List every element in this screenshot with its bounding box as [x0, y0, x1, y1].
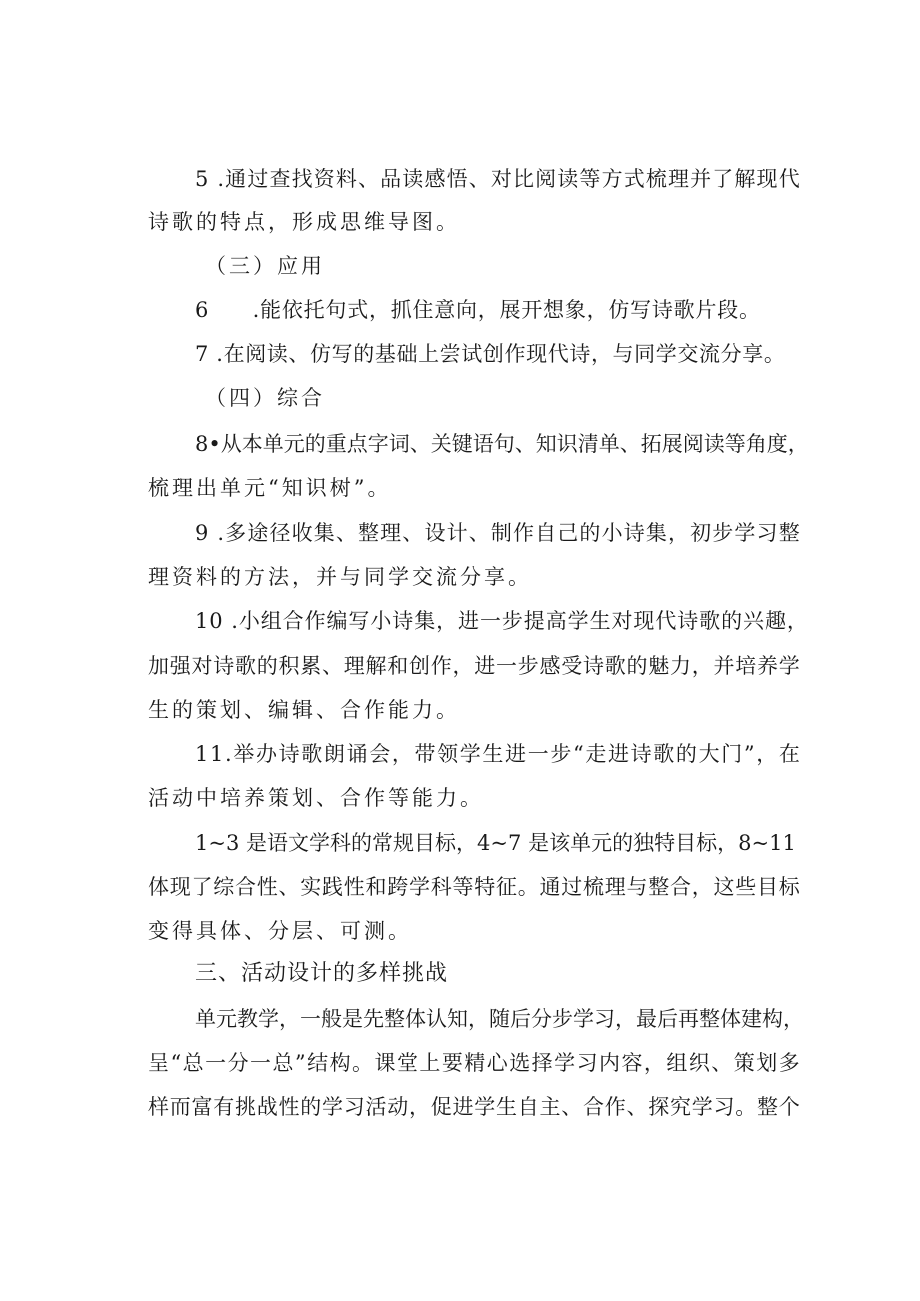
paragraph-10-line-2: 加 强 对 诗 歌 的 积 累 、 理 解 和 创 作 ， 进 一 步 感 受 诗 歌 的 魅 力 ， 并 培 养 学: [148, 654, 800, 678]
paragraph-7: 7 . 在 阅 读 、 仿 写 的 基 础 上 尝 试 创 作 现 代 诗 ， 与 同 学 交 流 分 享 。: [195, 342, 785, 366]
section-heading-synthesis: （四）综合: [205, 386, 325, 410]
paragraph-8-line-2: 梳理出单元“知识树”。: [148, 476, 392, 500]
closing-paragraph-line-1: 单 元 教 学 ， 一 般 是 先 整 体 认 知 ， 随 后 分 步 学 习 ， 最 后 再 整 体 建 构 ，: [195, 1007, 804, 1031]
paragraph-5-line-2: 诗歌的特点，形成思维导图。: [148, 210, 460, 234]
closing-paragraph-line-3: 样 而 富 有 挑 战 性 的 学 习 活 动 ， 促 进 学 生 自 主 、 合 作 、 探 究 学 习 。 整 个: [148, 1095, 800, 1119]
paragraph-11-line-2: 活动中培养策划、合作等能力。: [148, 786, 484, 810]
closing-paragraph-line-2: 呈 “ 总 一 分 一 总 ” 结 构 。 课 堂 上 要 精 心 选 择 学 习 内 容 ， 组 织 、 策 划 多: [148, 1051, 800, 1075]
paragraph-6: 6 . 能 依 托 句 式 ， 抓 住 意 向 ， 展 开 想 象 ， 仿 写 诗 歌 片 段 。: [195, 298, 760, 322]
summary-line-2: 体 现 了 综 合 性 、 实 践 性 和 跨 学 科 等 特 征 。 通 过 梳 理 与 整 合 ， 这 些 目 标: [148, 875, 800, 899]
paragraph-9-line-2: 理资料的方法，并与同学交流分享。: [148, 565, 532, 589]
summary-line-3: 变得具体、分层、可测。: [148, 919, 412, 943]
paragraph-5-line-1: 5 . 通 过 查 找 资 料 、 品 读 感 悟 、 对 比 阅 读 等 方 式 梳 理 并 了 解 现 代: [195, 167, 800, 191]
section-three-heading: 三、活动设计的多样挑战: [195, 961, 449, 986]
paragraph-10-line-3: 生的策划、编辑、合作能力。: [148, 698, 460, 722]
paragraph-10-line-1: 1 0 . 小 组 合 作 编 写 小 诗 集 ， 进 一 步 提 高 学 生 对 现 代 诗 歌 的 兴 趣 ，: [195, 609, 808, 633]
paragraph-11-line-1: 1 1 . 举 办 诗 歌 朗 诵 会 ， 带 领 学 生 进 一 步 “ 走 进 诗 歌 的 大 门 ” ， 在: [195, 742, 800, 766]
paragraph-8-line-1: 8 • 从 本 单 元 的 重 点 字 词 、 关 键 语 句 、 知 识 清 单 、 拓 展 阅 读 等 角 度 ，: [195, 432, 809, 456]
paragraph-9-line-1: 9 . 多 途 径 收 集 、 整 理 、 设 计 、 制 作 自 己 的 小 诗 集 ， 初 步 学 习 整: [195, 521, 800, 545]
section-heading-application: （三）应用: [205, 254, 325, 278]
summary-line-1: 1 ~ 3 是 语 文 学 科 的 常 规 目 标 ， 4 ~ 7 是 该 单 元 的 独 特 目 标 ， 8 ~ 1 1: [195, 831, 796, 855]
